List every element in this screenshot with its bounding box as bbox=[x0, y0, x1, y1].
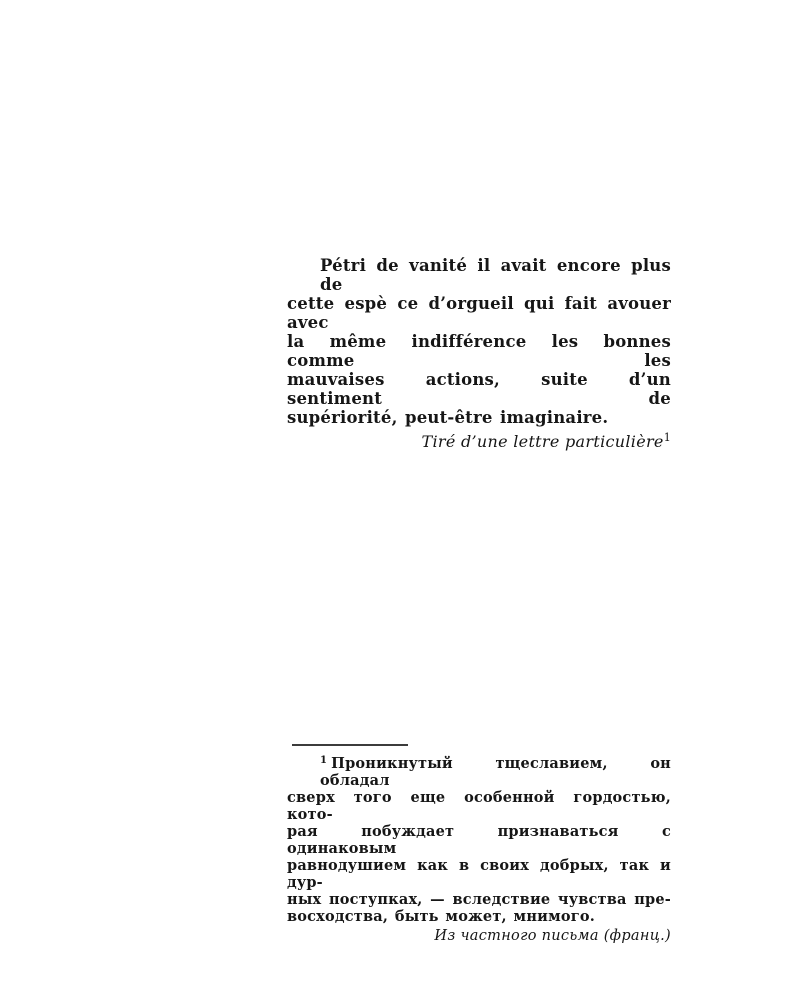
epigraph-line: la même indifférence les bonnes comme les bbox=[287, 332, 671, 370]
footnote-block bbox=[287, 744, 671, 945]
epigraph-french bbox=[287, 256, 671, 451]
footnote-marker-number: 1 bbox=[320, 755, 328, 766]
epigraph-attribution bbox=[287, 432, 671, 451]
epigraph-line: mauvaises actions, suite d’un sentiment de bbox=[287, 370, 671, 408]
footnote-line: рая побуждает признаваться с одинаковым bbox=[287, 823, 671, 857]
epigraph-line: Pétri de vanité il avait encore plus de bbox=[320, 256, 671, 294]
footnote-line: ных поступках, — вследствие чувства пре- bbox=[287, 891, 671, 908]
footnote-line: сверх того еще особенной гордостью, кото- bbox=[287, 789, 671, 823]
footnote-line-text: Проникнутый тщеславием, он обладал bbox=[320, 755, 671, 789]
footnote-separator-rule bbox=[292, 744, 408, 746]
footnote-line: восходства, быть может, мнимого. bbox=[287, 908, 595, 925]
epigraph-attribution-text: Tiré d’une lettre particulière bbox=[421, 432, 664, 451]
epigraph-line: supériorité, peut-être imaginaire. bbox=[287, 408, 609, 427]
epigraph-line: cette espè ce d’orgueil qui fait avouer avec bbox=[287, 294, 671, 332]
footnote-line bbox=[287, 755, 671, 789]
footnote-line: равнодушием как в своих добрых, так и дур- bbox=[287, 857, 671, 891]
footnote-attribution: Из частного письма (франц.) bbox=[434, 928, 671, 944]
footnote-reference-number: 1 bbox=[663, 431, 671, 444]
